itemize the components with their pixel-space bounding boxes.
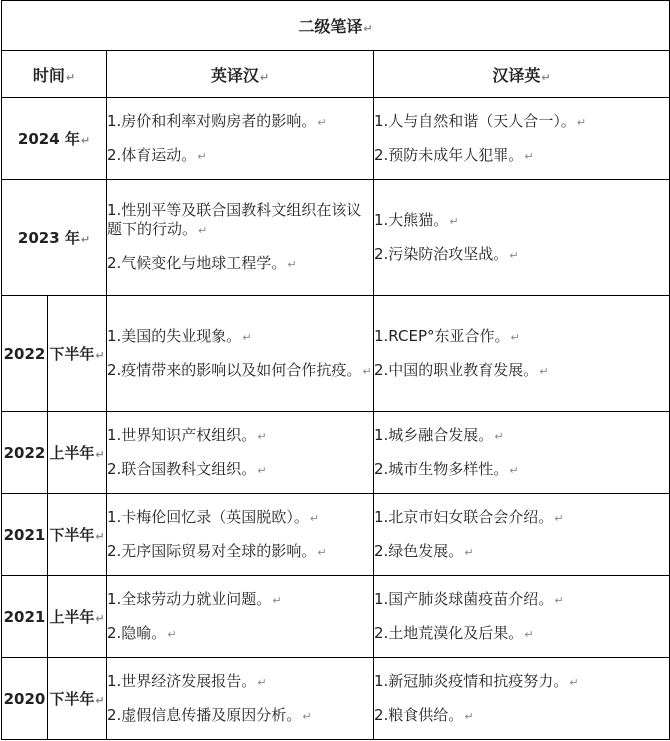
topic-item: 1.大熊猫。↵	[374, 210, 459, 229]
title-row	[2, 1, 670, 51]
table-row	[2, 98, 670, 180]
topic-text: 2.联合国教科文组织。	[107, 459, 257, 478]
exam-topics-table	[1, 0, 670, 740]
topic-item: 2.体育运动。↵	[107, 145, 207, 164]
table-row	[2, 494, 670, 576]
topic-text: 2.体育运动。	[107, 145, 197, 164]
topic-text: 1.新冠肺炎疫情和抗疫努力。	[374, 671, 569, 690]
topic-text: 2.无序国际贸易对全球的影响。	[107, 541, 317, 560]
topic-text: 2.虚假信息传播及原因分析。	[107, 705, 302, 724]
year-label: 2021	[3, 607, 46, 626]
year-label: 2022	[3, 344, 46, 363]
topic-text: 1.卡梅伦回忆录（英国脱欧）。	[107, 507, 309, 526]
topic-item: 2.气候变化与地球工程学。↵	[107, 254, 297, 272]
half-year-label: 下半年	[49, 690, 95, 708]
en-to-zh-topics	[107, 180, 374, 296]
half-year-cell: 下半年↵	[48, 658, 107, 740]
topic-text: 1.RCEP°东亚合作。	[374, 326, 510, 345]
topic-text: 1.人与自然和谐（天人合一）。	[374, 111, 576, 130]
topic-item: 2.预防未成年人犯罪。↵	[374, 145, 534, 164]
topic-item: 1.新冠肺炎疫情和抗疫努力。↵	[374, 671, 579, 690]
zh-to-en-topics	[374, 180, 670, 296]
en-to-zh-topics	[107, 494, 374, 576]
half-year-label: 上半年	[49, 608, 95, 626]
year-cell	[2, 494, 48, 576]
topic-text: 1.房价和利率对购房者的影响。	[107, 111, 317, 130]
topic-text: 2.气候变化与地球工程学。	[107, 254, 287, 272]
header-en-to-zh: 英译汉↵	[107, 51, 374, 98]
topic-item: 1.房价和利率对购房者的影响。↵	[107, 111, 327, 130]
topic-text: 2.中国的职业教育发展。	[374, 360, 539, 379]
header-time: 时间↵	[2, 51, 107, 98]
topic-item: 2.疫情带来的影响以及如何合作抗疫。↵	[107, 360, 372, 379]
topic-item: 2.虚假信息传播及原因分析。↵	[107, 705, 312, 724]
zh-to-en-topics	[374, 494, 670, 576]
topic-text: 2.隐喻。	[107, 623, 167, 642]
year-cell: 2024 年↵	[2, 98, 107, 180]
header-row	[2, 51, 670, 98]
topic-item: 1.世界知识产权组织。↵	[107, 425, 267, 444]
year-label: 2020	[3, 689, 46, 708]
topic-item: 1.人与自然和谐（天人合一）。↵	[374, 111, 587, 130]
table-row	[2, 296, 670, 412]
topic-item: 2.绿色发展。↵	[374, 541, 474, 560]
zh-to-en-topics	[374, 576, 670, 658]
year-cell	[2, 412, 48, 494]
half-year-label: 下半年	[49, 526, 95, 544]
year-label: 2024 年	[17, 130, 80, 148]
year-cell	[2, 576, 48, 658]
topic-item: 2.无序国际贸易对全球的影响。↵	[107, 541, 327, 560]
topic-item: 1.RCEP°东亚合作。↵	[374, 326, 520, 345]
table-row	[2, 412, 670, 494]
zh-to-en-topics	[374, 98, 670, 180]
topic-item: 2.城市生物多样性。↵	[374, 459, 519, 478]
topic-text: 2.疫情带来的影响以及如何合作抗疫。	[107, 360, 362, 379]
table-title: 二级笔译↵	[2, 1, 670, 51]
en-to-zh-topics	[107, 296, 374, 412]
half-year-cell: 上半年↵	[48, 412, 107, 494]
topic-text: 1.大熊猫。	[374, 210, 449, 229]
half-year-label: 下半年	[49, 345, 95, 363]
half-year-cell: 上半年↵	[48, 576, 107, 658]
en-to-zh-topics	[107, 576, 374, 658]
table-row	[2, 576, 670, 658]
topic-text: 1.世界经济发展报告。	[107, 671, 257, 690]
half-year-cell: 下半年↵	[48, 494, 107, 576]
year-cell	[2, 296, 48, 412]
topic-item: 1.全球劳动力就业问题。↵	[107, 589, 282, 608]
topic-text: 1.世界知识产权组织。	[107, 425, 257, 444]
topic-item: 2.土地荒漠化及后果。↵	[374, 623, 534, 642]
en-to-zh-topics	[107, 98, 374, 180]
topic-text: 2.粮食供给。	[374, 705, 464, 724]
topic-item: 1.美国的失业现象。↵	[107, 326, 252, 345]
topic-text: 1.北京市妇女联合会介绍。	[374, 507, 554, 526]
topic-text: 1.美国的失业现象。	[107, 326, 242, 345]
topic-text: 2.预防未成年人犯罪。	[374, 145, 524, 164]
topic-text: 2.污染防治攻坚战。	[374, 244, 509, 263]
table-row	[2, 658, 670, 740]
topic-item: 1.世界经济发展报告。↵	[107, 671, 267, 690]
header-zh-to-en: 汉译英↵	[374, 51, 670, 98]
topic-item: 1.城乡融合发展。↵	[374, 425, 504, 444]
topic-text: 2.绿色发展。	[374, 541, 464, 560]
topic-item: 1.性别平等及联合国教科文组织在该议题下的行动。↵	[107, 201, 362, 238]
topic-text: 2.土地荒漠化及后果。	[374, 623, 524, 642]
topic-text: 1.城乡融合发展。	[374, 425, 494, 444]
en-to-zh-topics	[107, 658, 374, 740]
half-year-label: 上半年	[49, 444, 95, 462]
exam-topics-document	[1, 0, 669, 740]
table-row	[2, 180, 670, 296]
topic-item: 1.北京市妇女联合会介绍。↵	[374, 507, 564, 526]
zh-to-en-topics	[374, 296, 670, 412]
year-label: 2023 年	[17, 229, 80, 247]
topic-item: 2.中国的职业教育发展。↵	[374, 360, 549, 379]
topic-text: 1.国产肺炎球菌疫苗介绍。	[374, 589, 554, 608]
half-year-cell: 下半年↵	[48, 296, 107, 412]
topic-item: 1.国产肺炎球菌疫苗介绍。↵	[374, 589, 564, 608]
topic-item: 2.污染防治攻坚战。↵	[374, 244, 519, 263]
zh-to-en-topics	[374, 412, 670, 494]
topic-item: 2.联合国教科文组织。↵	[107, 459, 267, 478]
en-to-zh-topics	[107, 412, 374, 494]
zh-to-en-topics	[374, 658, 670, 740]
topic-text: 2.城市生物多样性。	[374, 459, 509, 478]
year-label: 2021	[3, 525, 46, 544]
topic-item: 2.粮食供给。↵	[374, 705, 474, 724]
year-label: 2022	[3, 443, 46, 462]
topic-text: 1.性别平等及联合国教科文组织在该议题下的行动。	[107, 201, 362, 238]
year-cell: 2023 年↵	[2, 180, 107, 296]
topic-text: 1.全球劳动力就业问题。	[107, 589, 272, 608]
year-cell	[2, 658, 48, 740]
topic-item: 2.隐喻。↵	[107, 623, 177, 642]
topic-item: 1.卡梅伦回忆录（英国脱欧）。↵	[107, 507, 320, 526]
